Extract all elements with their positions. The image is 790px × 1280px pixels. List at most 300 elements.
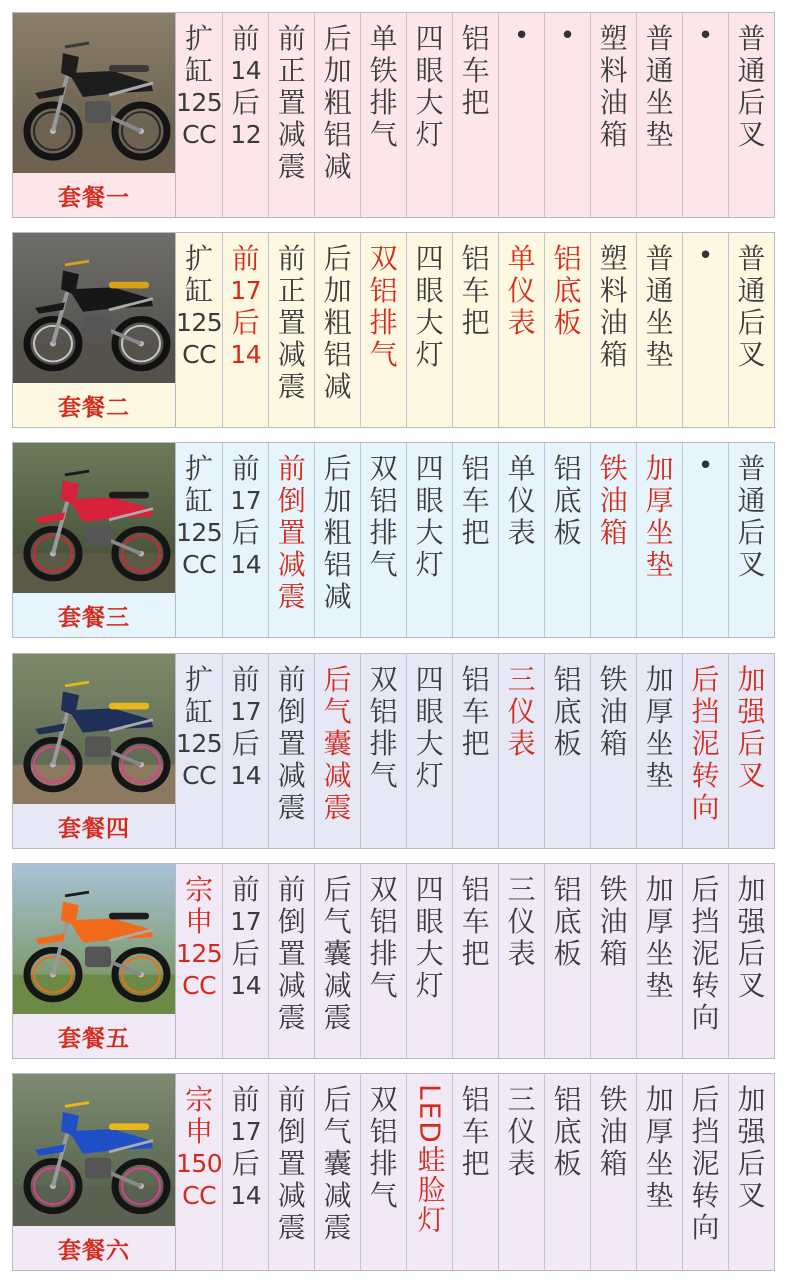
- feature-cell: [499, 864, 545, 1058]
- feature-cell: [315, 654, 361, 848]
- feature-text-line: 叉: [737, 1179, 766, 1212]
- feature-text-line: 铝: [461, 873, 490, 906]
- feature-text-line: 油: [599, 1115, 628, 1148]
- feature-text-line: 震: [277, 791, 306, 824]
- feature-text-line: 后: [737, 306, 766, 339]
- feature-text-line: 垫: [645, 969, 674, 1002]
- feature-text-line: 普: [645, 242, 674, 275]
- feature-text-line: 灯: [415, 759, 444, 792]
- feature-text-line: 后: [737, 86, 766, 119]
- feature-text-line: 眼: [415, 695, 444, 728]
- feature-text-line: 通: [645, 274, 674, 307]
- feature-text-line: 粗: [323, 516, 352, 549]
- feature-cell: [545, 864, 591, 1058]
- feature-text-line: 三: [507, 663, 536, 696]
- feature-cell: [453, 443, 499, 637]
- feature-cell: [499, 1074, 545, 1270]
- feature-text-line: 扩: [185, 242, 214, 275]
- feature-cell: [637, 13, 683, 217]
- feature-text-line: 减: [277, 1179, 306, 1212]
- feature-text-line: 普: [645, 22, 674, 55]
- feature-cell: [729, 13, 774, 217]
- feature-text-line: 双: [369, 1083, 398, 1116]
- feature-text-line: 仪: [507, 274, 536, 307]
- feature-text-line: 大: [415, 937, 444, 970]
- feature-text-line: 震: [323, 1001, 352, 1034]
- package-photo-column: [13, 654, 176, 848]
- feature-text-line: 灯: [415, 338, 444, 371]
- feature-text-line: 囊: [323, 1147, 352, 1180]
- engine: [85, 316, 111, 337]
- feature-text-line: 箱: [599, 516, 628, 549]
- feature-text-line: 表: [507, 306, 536, 339]
- feature-text-line: 125: [176, 308, 223, 337]
- feature-text-line: 表: [507, 1147, 536, 1180]
- feature-text-line: 板: [553, 516, 582, 549]
- dirt-bike-photo-3: [13, 443, 175, 593]
- feature-text-line: 气: [369, 548, 398, 581]
- feature-text-line: 车: [461, 695, 490, 728]
- feature-text-line: 置: [277, 727, 306, 760]
- feature-text-line: 震: [277, 150, 306, 183]
- package-photo-column: [13, 1074, 176, 1270]
- feature-text-line: 车: [461, 274, 490, 307]
- feature-cell: [729, 654, 774, 848]
- feature-text-line: 倒: [277, 905, 306, 938]
- feature-text-line: 缸: [185, 484, 214, 517]
- feature-text-line: 灯: [415, 548, 444, 581]
- feature-text-line: 底: [553, 1115, 582, 1148]
- feature-text-line: 仪: [507, 484, 536, 517]
- feature-text-line: 正: [277, 54, 306, 87]
- feature-text-line: 三: [507, 1083, 536, 1116]
- feature-text-line: 把: [461, 516, 490, 549]
- feature-text-line: 后: [691, 873, 720, 906]
- feature-text-line: 板: [553, 937, 582, 970]
- feature-text-line: 塑: [599, 22, 628, 55]
- feature-cell: [453, 864, 499, 1058]
- feature-text-line: 双: [369, 242, 398, 275]
- feature-cell: [223, 443, 269, 637]
- feature-text-line: 加: [737, 1083, 766, 1116]
- feature-text-line: 垫: [645, 118, 674, 151]
- feature-text-line: 铁: [599, 1083, 628, 1116]
- feature-text-line: 震: [277, 1211, 306, 1244]
- feature-text-line: 通: [645, 54, 674, 87]
- feature-text-line: 垫: [645, 548, 674, 581]
- feature-text-line: 后: [231, 1147, 260, 1180]
- dirt-bike-photo-4: [13, 654, 175, 804]
- feature-text-line: CC: [182, 550, 217, 579]
- feature-text-line: 灯: [415, 118, 444, 151]
- feature-cell: [453, 233, 499, 427]
- feature-text-line: 底: [553, 695, 582, 728]
- feature-text-line: 垫: [645, 759, 674, 792]
- dirt-bike-photo-1: [13, 13, 175, 173]
- feature-text-line: 挡: [691, 1115, 720, 1148]
- package-row-1: [12, 12, 775, 218]
- feature-cell: [223, 864, 269, 1058]
- feature-text-line: 减: [323, 370, 352, 403]
- engine: [85, 737, 111, 758]
- feature-text-line: 箱: [599, 338, 628, 371]
- feature-text-line: 铝: [553, 242, 582, 275]
- feature-text-line: 缸: [185, 695, 214, 728]
- feature-text-line: 前: [231, 1083, 260, 1116]
- feature-text-line: 向: [691, 791, 720, 824]
- feature-cell: [591, 13, 637, 217]
- feature-cell: [545, 233, 591, 427]
- feature-text-line: 后: [323, 873, 352, 906]
- feature-text-line: 加: [737, 873, 766, 906]
- feature-text-line: 叉: [737, 969, 766, 1002]
- feature-text-line: 置: [277, 516, 306, 549]
- feature-text-line: 17: [230, 907, 262, 936]
- feature-text-line: 150: [176, 1149, 223, 1178]
- feature-cell: [223, 233, 269, 427]
- seat: [109, 492, 149, 499]
- feature-text-line: 铝: [553, 663, 582, 696]
- feature-text-line: 气: [323, 1115, 352, 1148]
- feature-text-line: CC: [182, 971, 217, 1000]
- feature-text-line: 泥: [691, 727, 720, 760]
- feature-text-line: 铝: [369, 274, 398, 307]
- feature-text-line: 14: [230, 971, 262, 1000]
- feature-text-line: 17: [230, 697, 262, 726]
- feature-text-line: 铝: [323, 548, 352, 581]
- feature-cell: [361, 13, 407, 217]
- feature-cell: [683, 233, 729, 427]
- feature-text-line: 排: [369, 306, 398, 339]
- feature-cell: [683, 1074, 729, 1270]
- feature-text-line: 排: [369, 727, 398, 760]
- feature-text-line: 加: [645, 873, 674, 906]
- feature-cell: [729, 1074, 774, 1270]
- feature-text-line: 叉: [737, 548, 766, 581]
- feature-text-line: 加: [737, 663, 766, 696]
- feature-text-line: 通: [737, 484, 766, 517]
- feature-text-line: 通: [737, 274, 766, 307]
- feature-text-line: 囊: [323, 727, 352, 760]
- feature-text-line: 挡: [691, 695, 720, 728]
- engine: [85, 526, 111, 547]
- package-name: 套餐六: [58, 1237, 130, 1264]
- feature-text-line: 铝: [369, 484, 398, 517]
- feature-text-line: 125: [176, 88, 223, 117]
- feature-text-line: 震: [323, 791, 352, 824]
- feature-cell: [176, 443, 223, 637]
- feature-text-line: 后: [323, 22, 352, 55]
- feature-text-line: 加: [645, 1083, 674, 1116]
- feature-text-line: 铝: [553, 452, 582, 485]
- feature-text-line: 坐: [645, 516, 674, 549]
- feature-cell: [407, 443, 453, 637]
- feature-text-line: 加: [323, 484, 352, 517]
- feature-text-line: 料: [599, 274, 628, 307]
- feature-text-line: 四: [415, 873, 444, 906]
- feature-text-line: 向: [691, 1211, 720, 1244]
- package-feature-cells: [176, 864, 774, 1058]
- feature-text-line: 前: [277, 22, 306, 55]
- feature-cell: [545, 13, 591, 217]
- package-feature-cells: [176, 654, 774, 848]
- feature-text-line: 前: [231, 22, 260, 55]
- feature-text-line: 后: [323, 1083, 352, 1116]
- feature-text-line: 铝: [553, 1083, 582, 1116]
- dirt-bike-photo-5: [13, 864, 175, 1014]
- feature-text-line: 四: [415, 663, 444, 696]
- feature-text-line: 普: [737, 22, 766, 55]
- feature-text-line: 减: [277, 338, 306, 371]
- feature-cell: [407, 864, 453, 1058]
- feature-text-line: 气: [369, 759, 398, 792]
- feature-cell: [637, 1074, 683, 1270]
- feature-text-line: 气: [323, 905, 352, 938]
- package-name: 套餐四: [58, 815, 130, 842]
- feature-text-line: 铁: [369, 54, 398, 87]
- feature-text-line: CC: [182, 340, 217, 369]
- package-name: 套餐二: [58, 394, 130, 421]
- dirt-bike-photo-2: [13, 233, 175, 383]
- feature-text-line: 前: [231, 242, 260, 275]
- feature-cell: [269, 864, 315, 1058]
- feature-cell: [637, 443, 683, 637]
- feature-text-line: 14: [230, 340, 262, 369]
- feature-cell: [269, 233, 315, 427]
- feature-text-line: 叉: [737, 338, 766, 371]
- feature-text-line: 表: [507, 937, 536, 970]
- feature-text-line: 后: [737, 727, 766, 760]
- feature-text-line: 125: [176, 939, 223, 968]
- feature-cell: [453, 1074, 499, 1270]
- feature-cell: [591, 233, 637, 427]
- feature-cell: [545, 654, 591, 848]
- feature-text-line: 14: [230, 1181, 262, 1210]
- feature-text-line: 后: [323, 242, 352, 275]
- feature-text-line: 普: [737, 452, 766, 485]
- feature-text-line: 坐: [645, 86, 674, 119]
- feature-text-line: 铝: [323, 338, 352, 371]
- not-included-dot: •: [697, 241, 714, 271]
- feature-text-line: 铁: [599, 452, 628, 485]
- package-photo-column: [13, 233, 176, 427]
- package-row-6: [12, 1073, 775, 1271]
- feature-text-line: 宗: [185, 1083, 214, 1116]
- feature-text-line: 大: [415, 516, 444, 549]
- feature-text-line: 气: [369, 118, 398, 151]
- package-row-3: [12, 442, 775, 638]
- feature-text-line: 箱: [599, 118, 628, 151]
- feature-text-line: 强: [737, 905, 766, 938]
- feature-text-line: 垫: [645, 1179, 674, 1212]
- feature-cell: [729, 233, 774, 427]
- feature-cell: [176, 864, 223, 1058]
- feature-text-line: 扩: [185, 22, 214, 55]
- feature-text-line: 加: [323, 54, 352, 87]
- feature-text-line: 仪: [507, 695, 536, 728]
- feature-text-line: 车: [461, 1115, 490, 1148]
- feature-text-line: 底: [553, 274, 582, 307]
- feature-text-line: 14: [230, 56, 262, 85]
- feature-text-line: 减: [277, 759, 306, 792]
- feature-text-line: 垫: [645, 338, 674, 371]
- feature-text-line: 后: [231, 516, 260, 549]
- feature-text-line: 厚: [645, 484, 674, 517]
- feature-text-line: 坐: [645, 727, 674, 760]
- feature-cell: [315, 233, 361, 427]
- feature-text-line: CC: [182, 761, 217, 790]
- feature-text-line: 前: [277, 663, 306, 696]
- feature-text-line: 把: [461, 937, 490, 970]
- feature-text-line: 前: [231, 663, 260, 696]
- feature-text-line: 板: [553, 306, 582, 339]
- feature-cell: [637, 864, 683, 1058]
- feature-cell: [683, 654, 729, 848]
- feature-cell: [407, 233, 453, 427]
- feature-text-line: 仪: [507, 1115, 536, 1148]
- feature-text-line: 铝: [369, 1115, 398, 1148]
- feature-cell: [176, 233, 223, 427]
- feature-text-line: 单: [369, 22, 398, 55]
- feature-text-line: 加: [323, 274, 352, 307]
- feature-text-line: 四: [415, 242, 444, 275]
- feature-text-line: 置: [277, 937, 306, 970]
- feature-text-line: 铁: [599, 873, 628, 906]
- feature-cell: [361, 1074, 407, 1270]
- feature-text-line: 把: [461, 727, 490, 760]
- feature-text-line: 强: [737, 1115, 766, 1148]
- package-feature-cells: [176, 13, 774, 217]
- feature-text-line: 眼: [415, 905, 444, 938]
- feature-cell: [729, 443, 774, 637]
- package-photo-column: [13, 443, 176, 637]
- feature-text-line: 强: [737, 695, 766, 728]
- feature-text-line: 减: [323, 969, 352, 1002]
- feature-cell: [683, 443, 729, 637]
- feature-text-line: 宗: [185, 873, 214, 906]
- feature-cell: [223, 1074, 269, 1270]
- feature-text-line: 后: [691, 1083, 720, 1116]
- feature-cell: [499, 13, 545, 217]
- feature-text-line: CC: [182, 120, 217, 149]
- feature-text-line: 倒: [277, 484, 306, 517]
- feature-cell: [269, 443, 315, 637]
- feature-text-line: 厚: [645, 695, 674, 728]
- feature-text-line: 车: [461, 905, 490, 938]
- feature-text-line: 17: [230, 1117, 262, 1146]
- feature-text-line: 申: [185, 905, 214, 938]
- seat: [109, 282, 149, 289]
- feature-cell: [499, 443, 545, 637]
- feature-text-line: 泥: [691, 937, 720, 970]
- feature-text-line: 油: [599, 905, 628, 938]
- feature-cell: [223, 654, 269, 848]
- feature-text-line: 铝: [461, 1083, 490, 1116]
- engine: [85, 1158, 111, 1179]
- seat: [109, 65, 149, 72]
- feature-text-line: 油: [599, 86, 628, 119]
- feature-text-line: 灯: [415, 969, 444, 1002]
- feature-text-line: 排: [369, 86, 398, 119]
- feature-text-line: 置: [277, 86, 306, 119]
- feature-text-line: 厚: [645, 905, 674, 938]
- feature-text-line: 表: [507, 516, 536, 549]
- feature-text-line: 底: [553, 905, 582, 938]
- feature-text-line: 加: [645, 663, 674, 696]
- feature-text-line: 把: [461, 1147, 490, 1180]
- feature-cell: [315, 13, 361, 217]
- feature-text-line: 后: [231, 306, 260, 339]
- feature-text-line: 铁: [599, 663, 628, 696]
- feature-text-line: 置: [277, 1147, 306, 1180]
- feature-text-line: 箱: [599, 727, 628, 760]
- feature-text-line: 气: [369, 338, 398, 371]
- package-feature-cells: [176, 443, 774, 637]
- feature-text-line: 气: [369, 1179, 398, 1212]
- feature-text-line: 转: [691, 759, 720, 792]
- feature-text-line: 14: [230, 550, 262, 579]
- feature-text-line: 倒: [277, 1115, 306, 1148]
- feature-cell: [315, 443, 361, 637]
- feature-text-line: 后: [231, 727, 260, 760]
- feature-cell: [269, 1074, 315, 1270]
- feature-text-line: 把: [461, 306, 490, 339]
- feature-text-line: 铝: [461, 452, 490, 485]
- feature-text-line: 通: [737, 54, 766, 87]
- feature-text-line: 震: [323, 1211, 352, 1244]
- feature-cell: [361, 654, 407, 848]
- feature-cell: [499, 233, 545, 427]
- seat: [109, 703, 149, 710]
- feature-text-line: 缸: [185, 274, 214, 307]
- bike-illustration: [13, 654, 175, 804]
- feature-text-line: 后: [231, 86, 260, 119]
- feature-text-line: 减: [323, 759, 352, 792]
- feature-cell: [591, 864, 637, 1058]
- package-row-4: [12, 653, 775, 849]
- feature-text-line: 板: [553, 1147, 582, 1180]
- feature-text-line: 坐: [645, 937, 674, 970]
- package-name: 套餐三: [58, 604, 130, 631]
- package-photo-column: [13, 864, 176, 1058]
- feature-text-line: 后: [737, 516, 766, 549]
- feature-text-line: 箱: [599, 1147, 628, 1180]
- feature-text-line: 双: [369, 873, 398, 906]
- feature-text-line: 板: [553, 727, 582, 760]
- feature-text-line: 油: [599, 695, 628, 728]
- feature-cell: [176, 13, 223, 217]
- feature-text-line: 挡: [691, 905, 720, 938]
- feature-cell: [637, 233, 683, 427]
- feature-text-line: 大: [415, 727, 444, 760]
- feature-text-line: 前: [277, 1083, 306, 1116]
- not-included-dot: •: [697, 21, 714, 51]
- feature-cell: [269, 654, 315, 848]
- package-row-5: [12, 863, 775, 1059]
- feature-text-line: 前: [231, 452, 260, 485]
- not-included-dot: •: [513, 21, 530, 51]
- feature-text-line: 17: [230, 486, 262, 515]
- feature-text-line: 铝: [369, 695, 398, 728]
- feature-text-line: 前: [277, 242, 306, 275]
- feature-text-line: 转: [691, 969, 720, 1002]
- package-photo-column: [13, 13, 176, 217]
- feature-text-line: 气: [323, 695, 352, 728]
- feature-text-line: 前: [231, 873, 260, 906]
- seat: [109, 913, 149, 920]
- feature-text-line: 后: [691, 663, 720, 696]
- feature-cell: [176, 1074, 223, 1270]
